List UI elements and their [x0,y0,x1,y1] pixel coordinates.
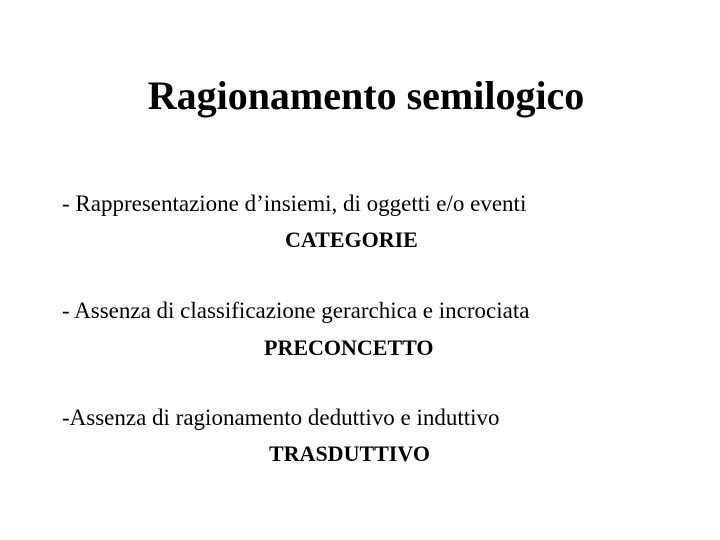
bullet-keyword: TRASDUTTIVO [269,441,430,466]
bullet-item: - Assenza di classificazione gerarchica e incrociata [62,298,530,323]
bullet-item: - Rappresentazione d’insiemi, di oggetti e/o eventi [62,191,527,216]
bullet-keyword: PRECONCETTO [264,335,434,360]
bullet-item: -Assenza di ragionamento deduttivo e induttivo [62,405,500,430]
slide-title: Ragionamento semilogico [147,73,585,118]
bullet-keyword: CATEGORIE [285,227,418,252]
